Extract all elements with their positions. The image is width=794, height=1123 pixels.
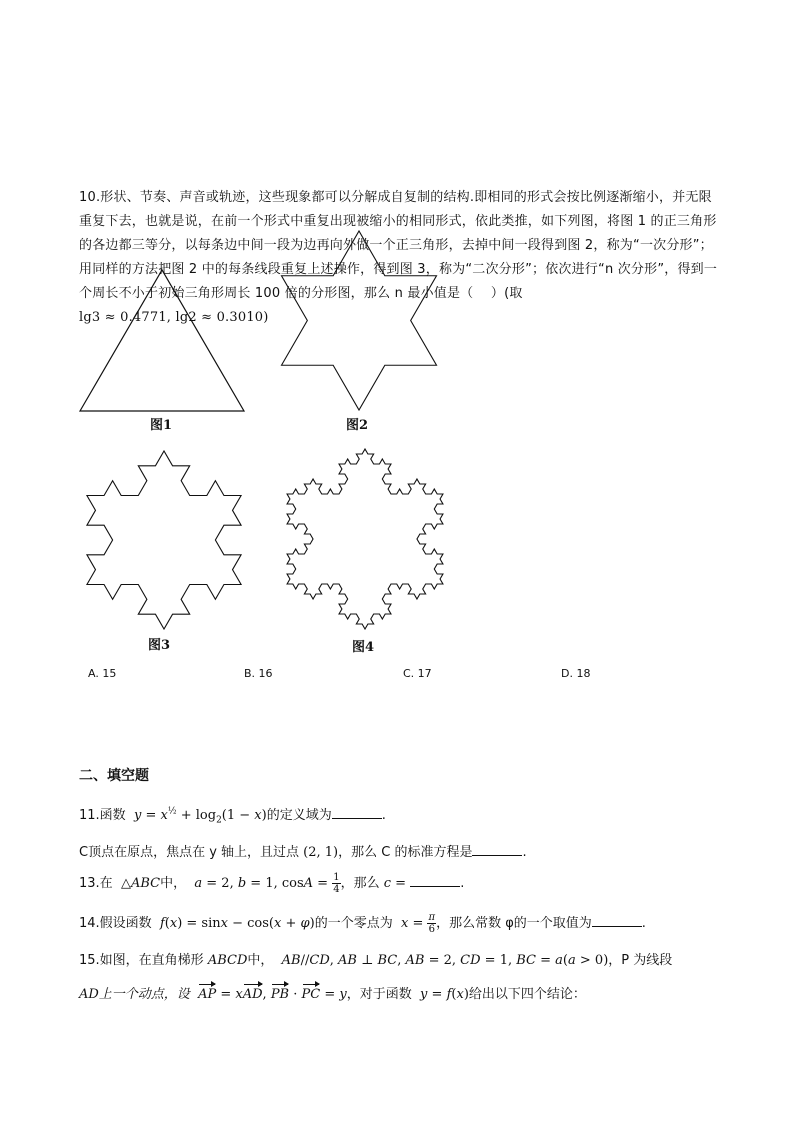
figure-4-caption: 图4 bbox=[352, 640, 375, 655]
figure-3-koch bbox=[78, 448, 250, 632]
figure-1-triangle bbox=[76, 265, 248, 415]
koch-outline bbox=[87, 451, 241, 629]
figure-2-star bbox=[274, 228, 444, 413]
koch-outline bbox=[287, 449, 443, 629]
koch-outline bbox=[281, 231, 436, 410]
question-14: 14.假设函数 f(x) = sinx − cos(x + φ)的一个零点为 x = $\frac{\pi}{6}$ ，那么常数 φ的一个取值为 . bbox=[79, 912, 646, 935]
figure-4-koch bbox=[280, 446, 450, 632]
question-11: 11.函数 $y = x^{\frac{1}{2}} + \log_2(1 - x)$的定义域为 . bbox=[79, 806, 386, 826]
option-b: B. 16 bbox=[244, 667, 273, 680]
question-10-text: 10.形状、节奏、声音或轨迹，这些现象都可以分解成自复制的结构.即相同的形式会按比例逐渐缩小，并无限重复下去，也就是说，在前一个形式中重复出现被缩小的相同形式，依此类推，如下列图，将图 1 的正三角形的各边都三等分，以每条边中间一段为边再向外做一个正三角形，去掉中间一段得到图 2，称为“一次分形”；用同样的方法把图 2 中的每条线段重复上述操作，得到图 3，称为“二次分形”；依次进行“n 次分形”，得到一个周长不小于初始三角形周长 100 倍的分形图，那么 n 最小值是（ ）(取 bbox=[79, 190, 718, 301]
figure-2-caption: 图2 bbox=[346, 418, 369, 433]
section-title: 二、填空题 bbox=[79, 768, 149, 784]
question-15-line-2: AD上一个动点，设 AP = xAD, PB · PC = y，对于函数 y = f(x)给出以下四个结论： bbox=[79, 987, 586, 1002]
question-10-tail: lg3 ≈ 0.4771, lg2 ≈ 0.3010) bbox=[79, 310, 269, 325]
option-d: D. 18 bbox=[561, 667, 591, 680]
option-c: C. 17 bbox=[403, 667, 432, 680]
figure-1-caption: 图1 bbox=[150, 418, 173, 433]
figure-3-caption: 图3 bbox=[148, 638, 171, 653]
question-15-line-1: 15.如图，在直角梯形 ABCD中， AB//CD, AB ⊥ BC, AB = 2, CD = 1, BC = a(a > 0)，P 为线段 bbox=[79, 953, 673, 968]
option-a: A. 15 bbox=[88, 667, 117, 680]
question-13: 13.在 △ABC中， a = 2, b = 1, cosA = $\frac{1}{4}$ ，那么 c = . bbox=[79, 872, 465, 895]
question-12: C顶点在原点，焦点在 y 轴上，且过点 (2, 1)，那么 C 的标准方程是 . bbox=[79, 845, 527, 860]
